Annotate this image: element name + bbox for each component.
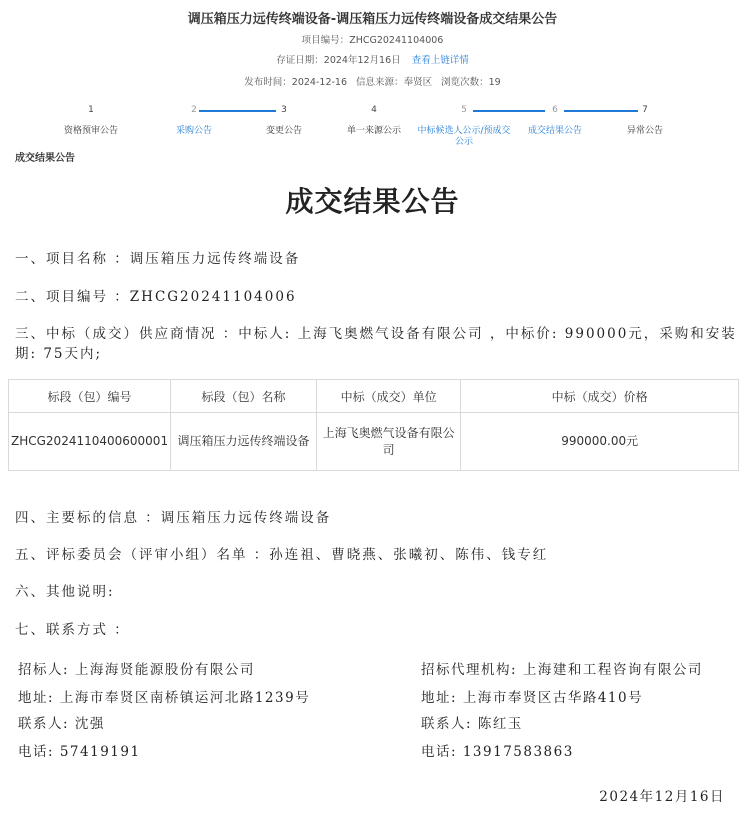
- step-number: 4: [371, 105, 377, 115]
- evidence-date-label: 存证日期：: [276, 55, 324, 66]
- step-result[interactable]: [505, 105, 605, 137]
- section-label: 成交结果公告: [15, 153, 75, 164]
- step-label: 采购公告: [175, 126, 212, 136]
- source-value: 奉贤区: [403, 77, 433, 88]
- step-single-source[interactable]: [324, 105, 424, 137]
- column-header: 标段（包）名称: [171, 380, 317, 413]
- buyer-contact-person: 联系人: 沈强: [18, 716, 105, 732]
- lot-number-cell: ZHCG2024110400600001: [9, 413, 171, 471]
- step-label: 异常公告: [626, 126, 663, 136]
- column-header: 标段（包）编号: [9, 380, 171, 413]
- buyer-name: 招标人: 上海海贤能源股份有限公司: [18, 662, 255, 678]
- project-number-line: [0, 32, 745, 46]
- announcement-title: 成交结果公告: [285, 185, 460, 218]
- step-prequalification[interactable]: [41, 105, 141, 137]
- step-label: 单一来源公示: [346, 126, 401, 136]
- step-label: 成交结果公告: [527, 126, 582, 136]
- evidence-date-value: 2024年12月16日: [323, 55, 401, 66]
- price-cell: 990000.00元: [461, 413, 739, 471]
- column-header: 中标（成交）单位: [316, 380, 460, 413]
- award-table: [8, 379, 739, 471]
- publish-info-line: [0, 74, 745, 88]
- item-committee: 五、评标委员会（评审小组）名单 ：孙连祖、曹晓燕、张曦初、陈伟、钱专红: [15, 547, 549, 563]
- item-subject-info: 四、主要标的信息 ：调压箱压力远传终端设备: [15, 510, 332, 526]
- evidence-line: [0, 52, 745, 66]
- agent-contact-person: 联系人: 陈红玉: [421, 716, 523, 732]
- step-label: 资格预审公告: [63, 126, 118, 136]
- process-steps: [0, 105, 745, 151]
- publish-time-value: 2024-12-16: [291, 77, 348, 88]
- item-contact-heading: 七、联系方式 ：: [15, 622, 130, 638]
- step-number: 2: [191, 105, 197, 115]
- step-number: 6: [552, 105, 558, 115]
- step-number: 5: [461, 105, 467, 115]
- table-header-row: [9, 380, 739, 413]
- step-exception[interactable]: [595, 105, 695, 137]
- step-number: 1: [88, 105, 94, 115]
- item-project-name: 一、项目名称 ：调压箱压力远传终端设备: [15, 251, 301, 267]
- step-label: 变更公告: [265, 126, 302, 136]
- view-chain-details-link[interactable]: 查看上链详情: [411, 55, 469, 66]
- step-number: 3: [281, 105, 287, 115]
- step-candidate-publicity[interactable]: [414, 105, 514, 148]
- item-project-number: 二、项目编号 ：ZHCG20241104006: [15, 289, 297, 305]
- source-label: 信息来源：: [356, 77, 404, 88]
- agent-phone: 电话: 13917583863: [421, 744, 574, 760]
- winner-cell: 上海飞奥燃气设备有限公司: [316, 413, 460, 471]
- item-other-notes: 六、其他说明:: [15, 584, 115, 600]
- step-number: 7: [642, 105, 648, 115]
- page-title: 调压箱压力远传终端设备-调压箱压力远传终端设备成交结果公告: [187, 12, 558, 27]
- publish-time-label: 发布时间：: [244, 77, 292, 88]
- agent-name: 招标代理机构: 上海建和工程咨询有限公司: [421, 662, 703, 678]
- project-no-label: 项目编号：: [301, 35, 350, 46]
- agent-address: 地址: 上海市奉贤区古华路410号: [421, 690, 644, 706]
- views-label: 浏览次数：: [441, 77, 489, 88]
- column-header: 中标（成交）价格: [461, 380, 739, 413]
- item-supplier-info: 三、中标（成交）供应商情况 ：中标人: 上海飞奥燃气设备有限公司 ，中标价: 990000元，采购和安装期: 75天内;: [15, 326, 737, 362]
- step-change[interactable]: [234, 105, 334, 137]
- footer-date: 2024年12月16日: [599, 789, 725, 805]
- step-label: 中标候选人公示/预成交公示: [417, 126, 511, 147]
- table-row: [9, 413, 739, 471]
- views-value: 19: [488, 77, 501, 88]
- project-no-value: ZHCG20241104006: [349, 35, 444, 46]
- buyer-address: 地址: 上海市奉贤区南桥镇运河北路1239号: [18, 690, 311, 706]
- lot-name-cell: 调压箱压力远传终端设备: [171, 413, 317, 471]
- buyer-phone: 电话: 57419191: [18, 744, 141, 760]
- step-procurement[interactable]: [144, 105, 244, 137]
